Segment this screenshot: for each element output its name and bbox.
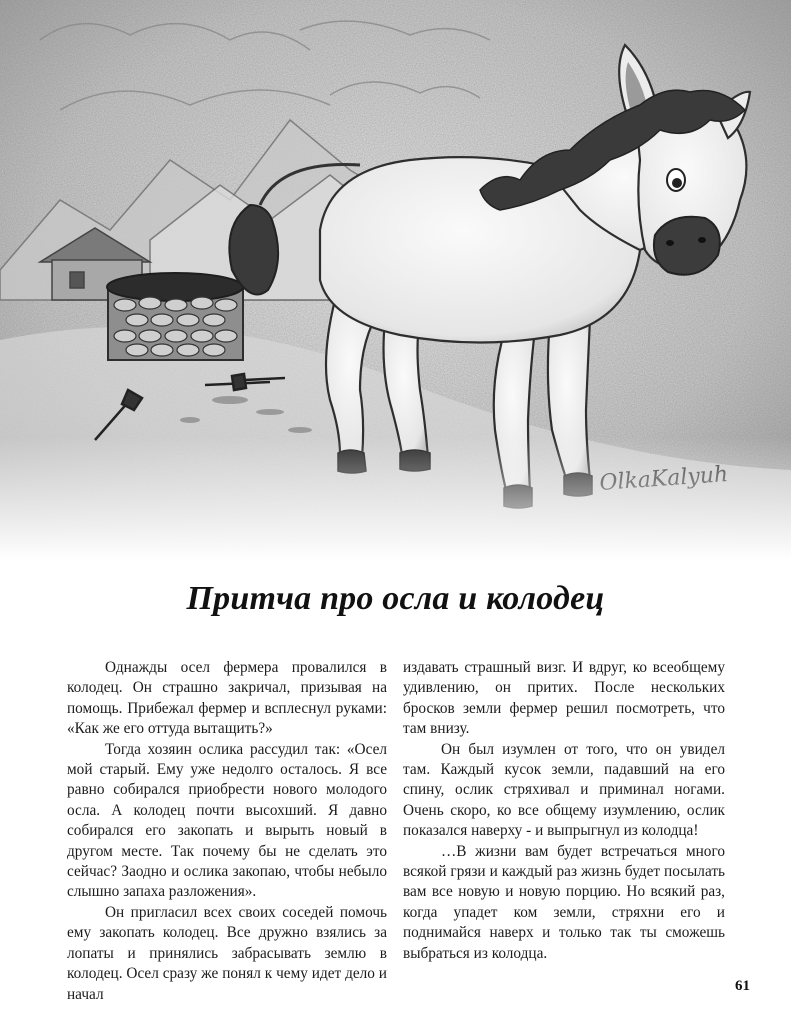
page-title: Притча про осла и колодец xyxy=(186,580,605,617)
paragraph: Тогда хозяин ослика рассудил так: «Осел мой старый. Ему уже недолго осталось. Я все равно собирался приобрести нового молодого осла. А колодец почти высохший. Я давно собирался его закопать и вырыть новый в другом месте. Так почему бы не сделать это сейчас? Заодно и ослика закопаю, чтобы небыло слышно запаха разложения». xyxy=(67,740,387,901)
paragraph: Он был изумлен от того, что он увидел там. Каждый кусок земли, падавший на его спину, ослик стряхивал и приминал ногами. Очень скоро, ко все общему изумлению, ослик показался наверху - и выпрыгнул из колодца! xyxy=(403,740,725,840)
paragraph: Он пригласил всех своих соседей помочь ему закопать колодец. Все дружно взялись за лопаты и принялись забрасывать землю в колодец. Осел сразу же понял к чему идет дело и начал xyxy=(67,903,387,1003)
paragraph: Однажды осел фермера провалился в колодец. Он страшно закричал, призывая на помощь. Прибежал фермер и всплеснул руками: «Как же его оттуда вытащить?» xyxy=(67,659,387,738)
paragraph-continued: издавать страшный визг. И вдруг, ко всеобщему удивлению, он притих. После нескольких бросков земли фермер решил посмотреть, что там внизу. xyxy=(403,659,725,738)
text-column-left xyxy=(67,658,387,1005)
text-column-right xyxy=(403,658,725,964)
paragraph: …В жизни вам будет встречаться много всякой грязи и каждый раз жизнь будет посылать вам все новую и новую порцию. Но всякий раз, когда упадет ком земли, стряхни его и поднимайся наверх и только так ты сможешь выбраться из колодца. xyxy=(403,842,725,962)
page-number: 61 xyxy=(735,978,750,994)
